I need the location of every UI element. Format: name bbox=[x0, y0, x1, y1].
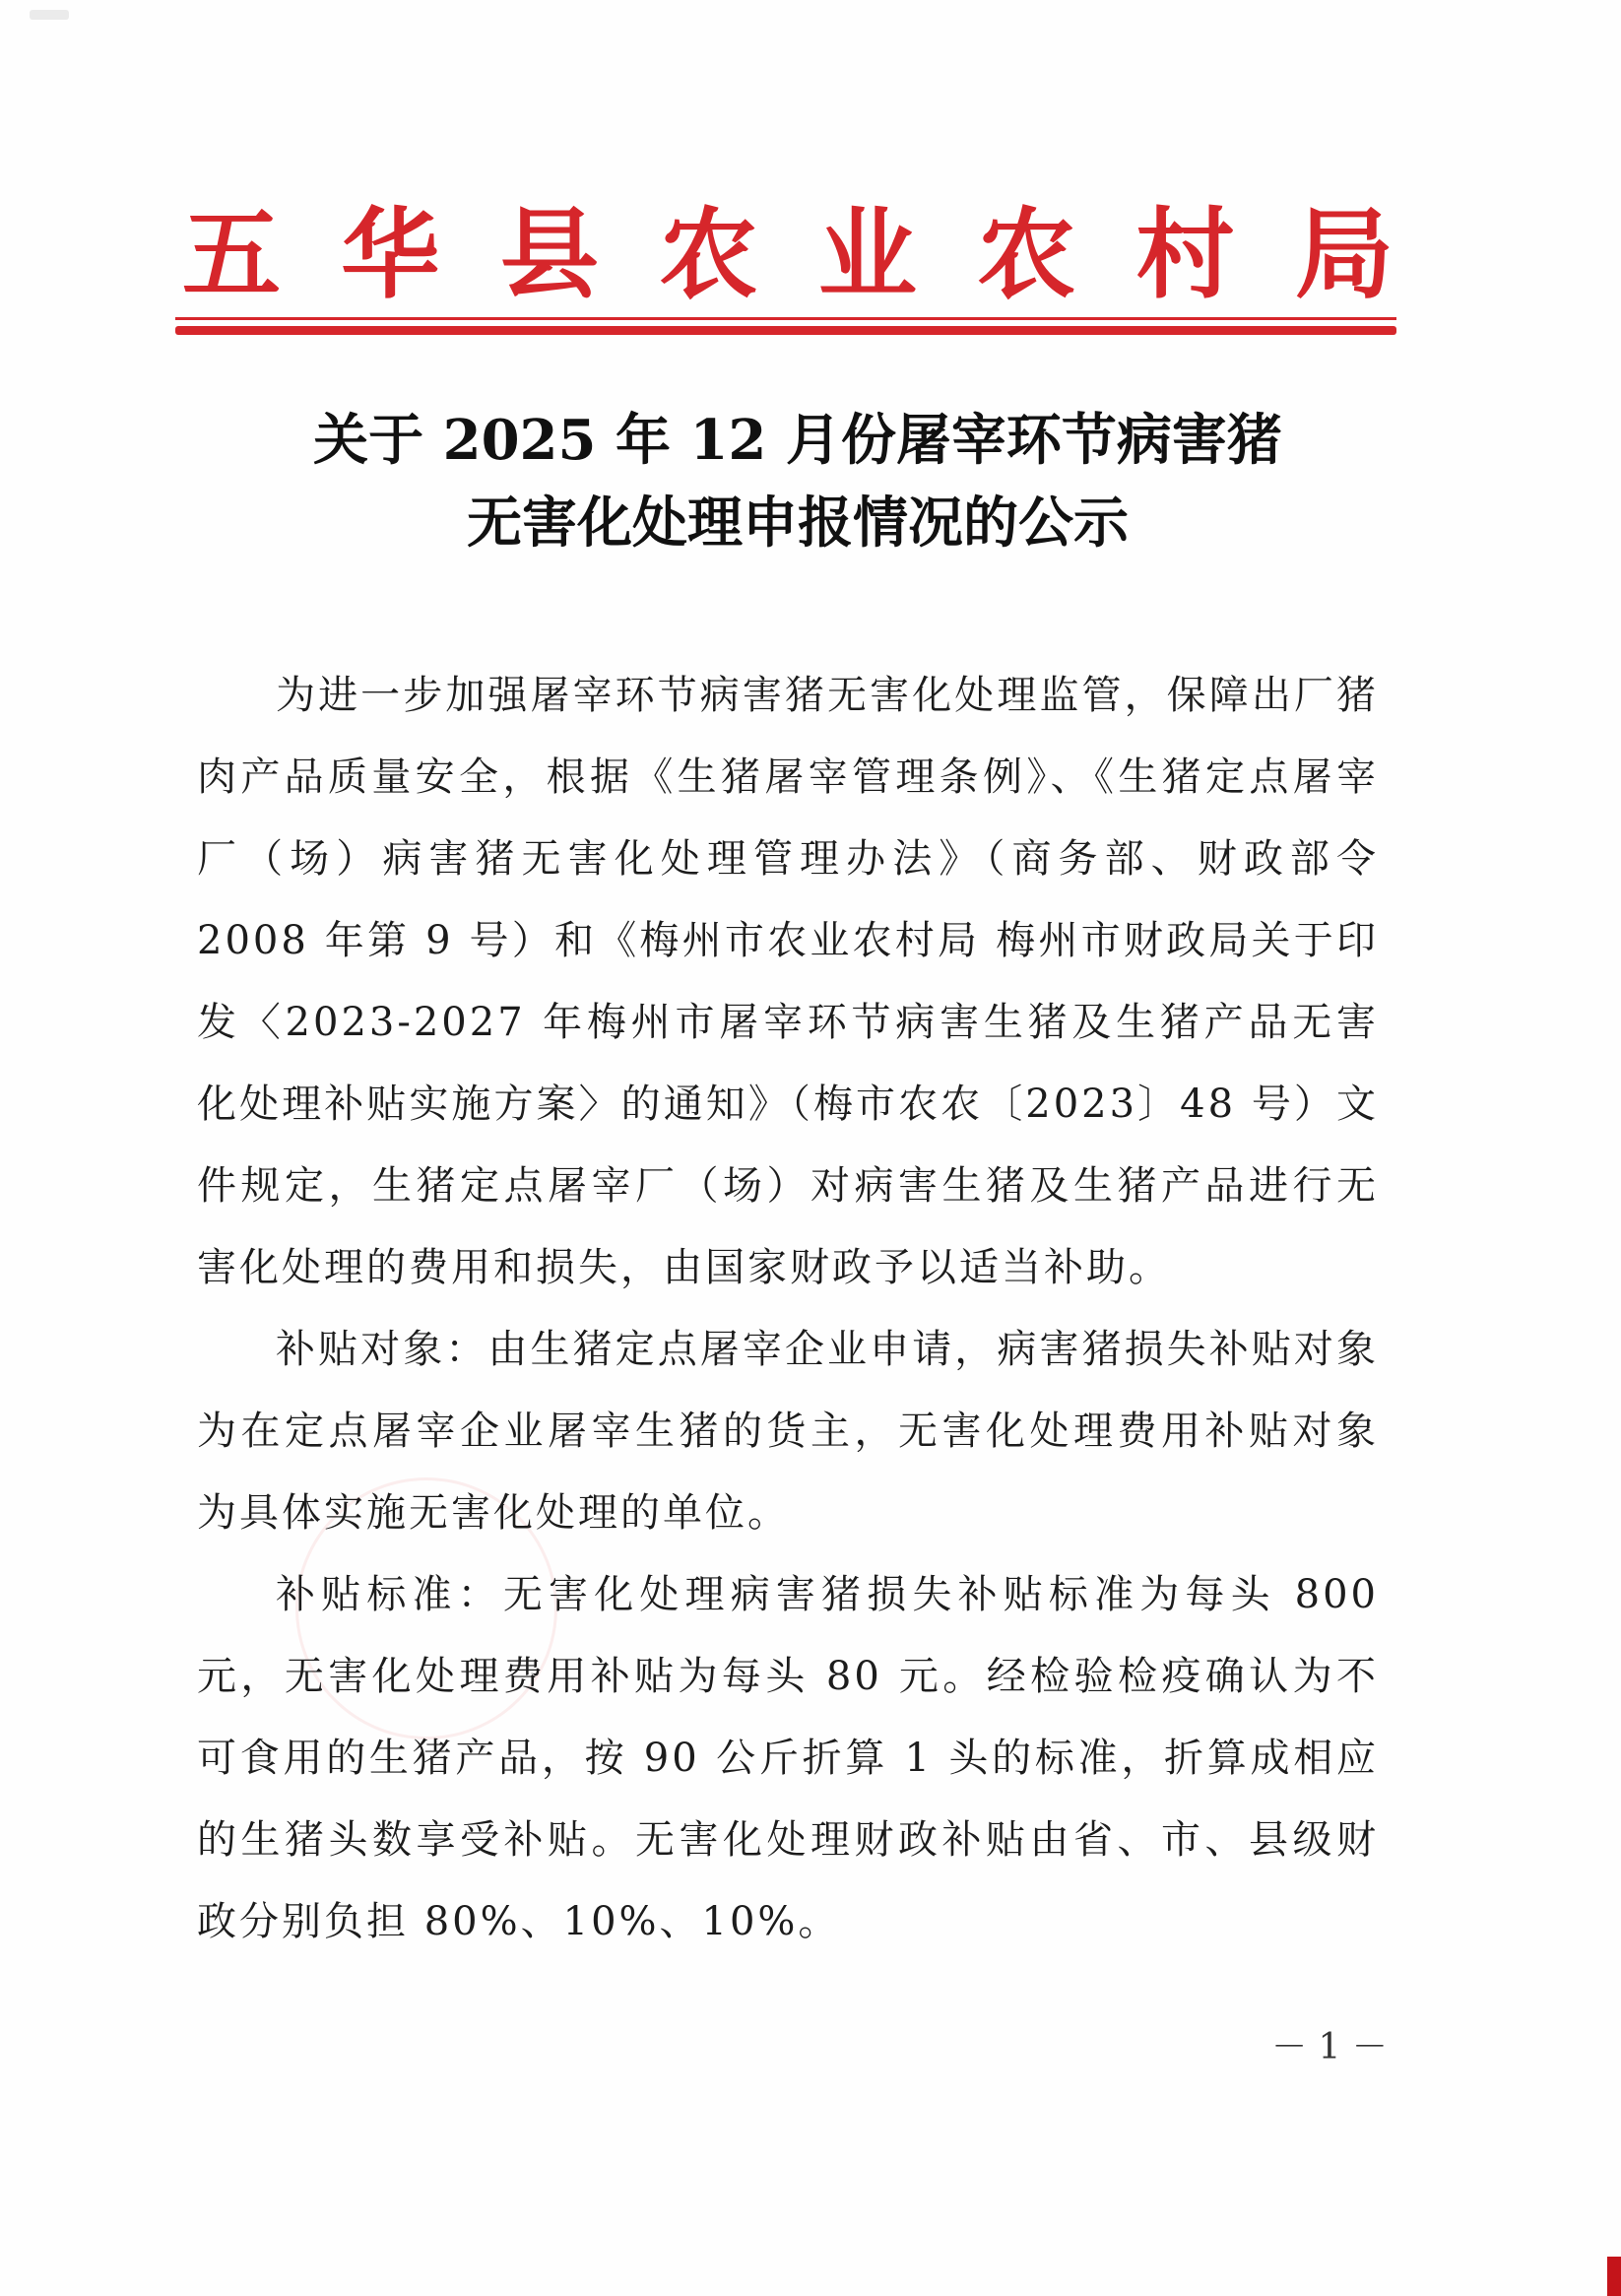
header-char: 农 bbox=[977, 196, 1076, 312]
document-title bbox=[197, 399, 1398, 564]
body-paragraph-intro: 为进一步加强屠宰环节病害猪无害化处理监管，保障出厂猪肉产品质量安全，根据《生猪屠宰管理条例》、《生猪定点屠宰厂（场）病害猪无害化处理管理办法》（商务部、财政部令 2008 年第 9 号）和《梅州市农业农村局 梅州市财政局关于印发〈2023-2027 年梅州市屠宰环节病害生猪及生猪产品无害化处理补贴实施方案〉的通知》（梅市农农〔2023〕48 号）文件规定，生猪定点屠宰厂（场）对病害生猪及生猪产品进行无害化处理的费用和损失，由国家财政予以适当补助。 bbox=[197, 673, 1379, 1290]
rule-thin-line bbox=[175, 317, 1396, 320]
issuing-authority-header bbox=[177, 187, 1398, 312]
page-number: － 1 － bbox=[1271, 2027, 1388, 2067]
title-line-2: 无害化处理申报情况的公示 bbox=[467, 491, 1129, 556]
header-char: 业 bbox=[817, 196, 917, 312]
body-paragraph-subsidy-target: 补贴对象：由生猪定点屠宰企业申请，病害猪损失补贴对象为在定点屠宰企业屠宰生猪的货主，无害化处理费用补贴对象为具体实施无害化处理的单位。 bbox=[197, 1327, 1379, 1536]
rule-thick-line bbox=[175, 326, 1396, 335]
header-char: 县 bbox=[499, 196, 599, 312]
document-body bbox=[197, 655, 1379, 1963]
header-char: 五 bbox=[182, 196, 281, 312]
red-header-rule bbox=[175, 317, 1396, 335]
header-char: 华 bbox=[341, 196, 440, 312]
title-line-1: 关于 2025 年 12 月份屠宰环节病害猪 bbox=[313, 408, 1282, 473]
body-paragraph-subsidy-standard: 补贴标准：无害化处理病害猪损失补贴标准为每头 800 元，无害化处理费用补贴为每头 80 元。经检验检疫确认为不可食用的生猪产品，按 90 公斤折算 1 头的标准，折算成相应的生猪头数享受补贴。无害化处理财政补贴由省、市、县级财政分别负担 80%、10%、10%。 bbox=[197, 1572, 1379, 1944]
header-char: 村 bbox=[1135, 196, 1235, 312]
scan-artifact bbox=[30, 10, 69, 20]
edge-seal-fragment bbox=[1607, 2257, 1621, 2296]
header-char: 局 bbox=[1294, 196, 1394, 312]
header-char: 农 bbox=[659, 196, 758, 312]
